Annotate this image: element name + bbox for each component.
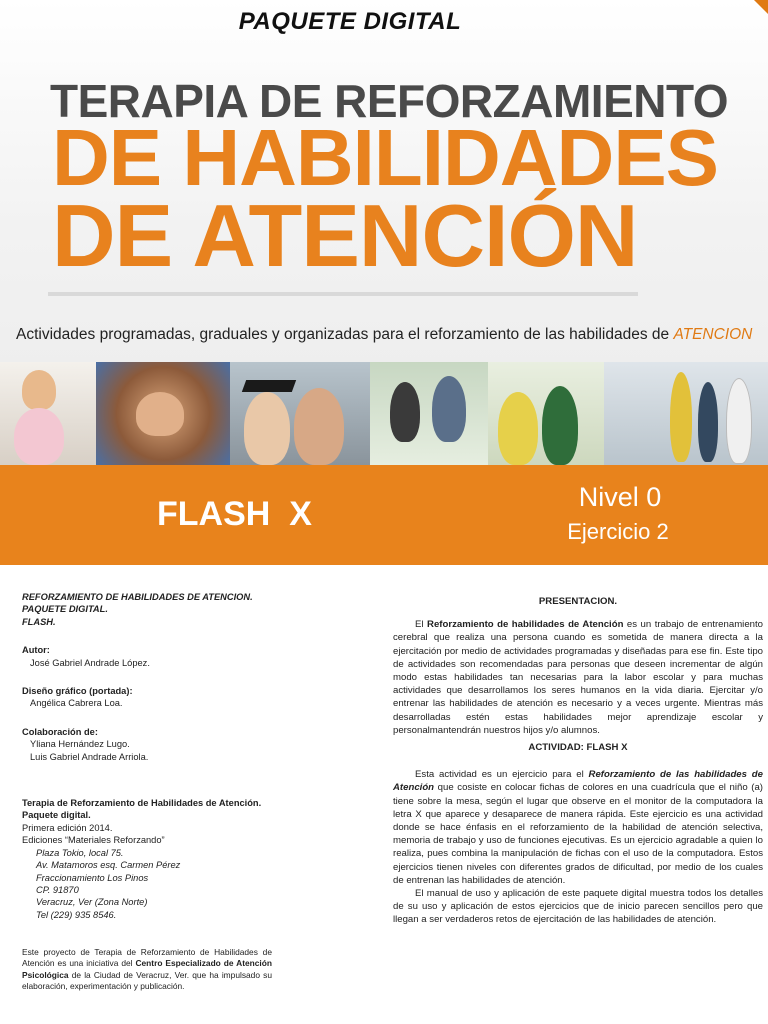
corner-accent: [754, 0, 768, 14]
p1-text-b: es un trabajo de entrenamiento cerebral que realiza una persona cuando es sometida de manera directa a la ejercitación por medio de actividades programadas y diseñadas para ese fin. Este tipo de actividades son recomendadas para personas que deseen incrementar de algún modo estas habilidades tan necesarias para la labor escolar y para muchas actividades que desarrollamos los seres humanos en la vida diaria. Ejercitar y/o entrenar las habilidades de atención es necesario y a veces urgente. Mientras más desarrolladas estén estas habilidades mejor aprendizaje escolar y personalmantendrán nuestros hijos y/o alumnos.: [393, 619, 763, 736]
photo-kids-science: [488, 362, 604, 465]
subtitle-accent: ATENCION: [673, 326, 753, 343]
package-label: PAQUETE DIGITAL: [238, 8, 462, 35]
cover-subtitle: [16, 326, 752, 344]
title-line-2: DE HABILIDADES: [52, 113, 719, 202]
photo-kids-circle: [96, 362, 230, 465]
book-subtitle: Paquete digital.: [22, 810, 91, 821]
credits-column: [22, 591, 272, 992]
p2-bold: Reforzamiento de las habilidades de Atención: [393, 769, 764, 794]
exercise-name: FLASH X: [157, 495, 312, 533]
title-line-3: DE ATENCIÓN: [52, 186, 638, 285]
p1-text-a: El: [415, 619, 424, 631]
presentation-paragraph-2: [393, 768, 763, 887]
collaborator: Luis Gabriel Andrade Arriola.: [30, 751, 149, 762]
address-line: Av. Matamoros esq. Carmen Pérez: [36, 860, 181, 871]
collaborator: Yliana Hernández Lugo.: [30, 739, 130, 750]
level-label: Nivel 0: [578, 482, 662, 512]
edition: Primera edición 2014.: [22, 822, 113, 833]
address-line: Veracruz, Ver (Zona Norte): [36, 897, 148, 908]
address-line: Tel (229) 935 8546.: [36, 909, 117, 920]
p2-text-b: que cosiste en colocar fichas de colores en una cuadrícula que el niño (a) tiene sobre la mesa, según el lugar que observe en el monitor de la computadora la letra X que aparece y desaparece de manera rápida. Este ejercicio es una actividad donde se hace énfasis en el reforzamiento de la habilidad de atención selectiva, memoria de trabajo y uso de funciones ejecutivas. Es un ejercicio agradable a quien lo realiza, pues combina la manipulación de fichas con el uso de la computadora. Estos ejercicios tienen niveles con diferentes grados de dificultad, por medio de los cuales de entrenan las habilidades de atención.: [393, 782, 763, 886]
photo-girl-painting: [0, 362, 96, 465]
p2-text-a: Esta actividad es un ejercicio para el: [415, 769, 584, 781]
book-title: Terapia de Reforzamiento de Habilidades de Atención.: [22, 798, 262, 809]
design-label: Diseño gráfico (portada):: [22, 686, 133, 697]
document-page: [0, 565, 768, 1024]
credits-header-3: FLASH.: [22, 616, 56, 627]
presentation-paragraph-3: El manual de uso y aplicación de este paquete digital muestra todos los detalles de su uso y aplicación de estos ejercicios que de inicio parecen sencillos pero que llegan a ser verdaderos retos de ejercitación de las habilidades de atención.: [393, 888, 763, 926]
presentation-paragraph-1: [393, 618, 763, 737]
photo-students-classroom: [370, 362, 488, 465]
collab-label: Colaboración de:: [22, 726, 98, 737]
address-line: Plaza Tokio, local 75.: [36, 847, 124, 858]
activity-heading: ACTIVIDAD: FLASH X: [528, 742, 628, 754]
project-note: [22, 947, 272, 992]
photo-teens-hallway: [604, 362, 768, 465]
address-line: CP. 91870: [36, 884, 79, 895]
title-underline: [48, 292, 638, 296]
credits-header-1: REFORZAMIENTO DE HABILIDADES DE ATENCION.: [22, 592, 253, 602]
p1-bold: Reforzamiento de habilidades de Atención: [427, 619, 624, 631]
note-text-1: Este proyecto de Terapia de Reforzamiento de Habilidades de Atención es una iniciativa del: [22, 947, 272, 969]
presentation-heading: PRESENTACION.: [538, 596, 618, 607]
subtitle-text: Actividades programadas, graduales y organizadas para el reforzamiento de las habilidades de: [16, 326, 670, 343]
author-name: José Gabriel Andrade López.: [30, 657, 150, 668]
photo-graduates: [230, 362, 370, 465]
note-text-2: de la Ciudad de Veracruz, Ver. que ha impulsado su elaboración, experimentación y publicación.: [22, 969, 273, 991]
title-band: [0, 465, 768, 565]
title-line-1: TERAPIA DE REFORZAMIENTO: [50, 75, 729, 127]
presentation-column: [393, 595, 763, 927]
address-line: Fraccionamiento Los Pinos: [36, 872, 149, 883]
designer-name: Angélica Cabrera Loa.: [30, 698, 123, 709]
publisher: Ediciones “Materiales Reforzando”: [22, 835, 165, 846]
exercise-number: Ejercicio 2: [567, 519, 669, 544]
author-label: Autor:: [22, 645, 50, 656]
note-center-name: Centro Especializado de Atención Psicológica: [22, 958, 272, 980]
photo-strip: [0, 362, 768, 465]
credits-header-2: PAQUETE DIGITAL.: [22, 604, 108, 615]
